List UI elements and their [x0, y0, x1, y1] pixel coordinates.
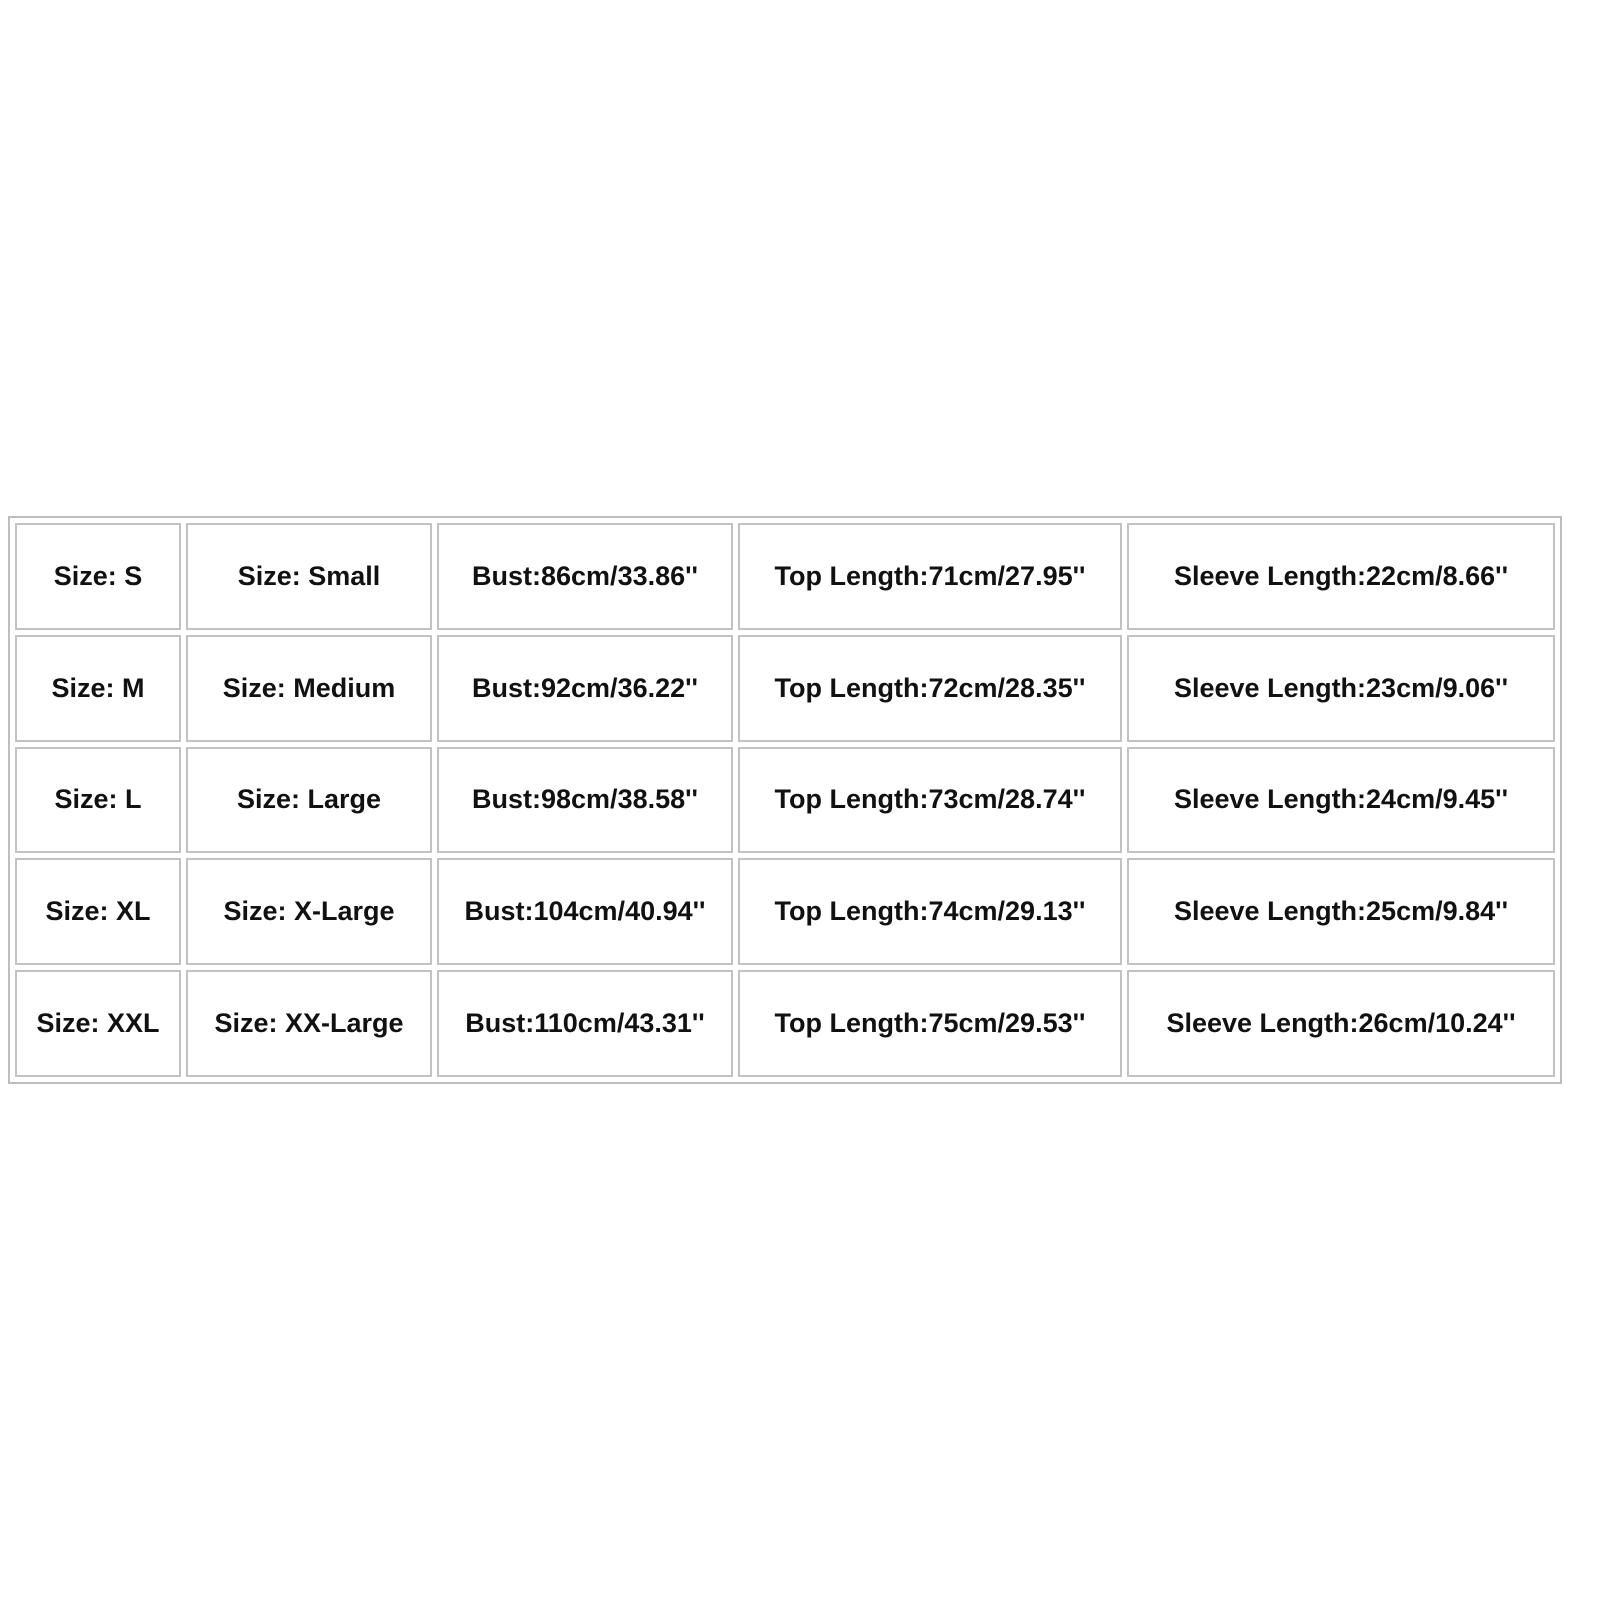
top-length-cell: Top Length:74cm/29.13'' — [738, 858, 1122, 965]
table-row — [15, 970, 1555, 1077]
bust-cell: Bust:104cm/40.94'' — [437, 858, 733, 965]
bust-cell: Bust:92cm/36.22'' — [437, 635, 733, 742]
sleeve-length-cell: Sleeve Length:26cm/10.24'' — [1127, 970, 1555, 1077]
bust-cell: Bust:98cm/38.58'' — [437, 747, 733, 854]
size-code-cell: Size: XL — [15, 858, 181, 965]
size-name-cell: Size: Medium — [186, 635, 432, 742]
top-length-cell: Top Length:75cm/29.53'' — [738, 970, 1122, 1077]
table-row — [15, 747, 1555, 854]
size-name-cell: Size: Large — [186, 747, 432, 854]
sleeve-length-cell: Sleeve Length:23cm/9.06'' — [1127, 635, 1555, 742]
sleeve-length-cell: Sleeve Length:22cm/8.66'' — [1127, 523, 1555, 630]
size-name-cell: Size: XX-Large — [186, 970, 432, 1077]
sleeve-length-cell: Sleeve Length:25cm/9.84'' — [1127, 858, 1555, 965]
size-code-cell: Size: S — [15, 523, 181, 630]
size-name-cell: Size: X-Large — [186, 858, 432, 965]
bust-cell: Bust:110cm/43.31'' — [437, 970, 733, 1077]
size-code-cell: Size: XXL — [15, 970, 181, 1077]
sleeve-length-cell: Sleeve Length:24cm/9.45'' — [1127, 747, 1555, 854]
top-length-cell: Top Length:71cm/27.95'' — [738, 523, 1122, 630]
top-length-cell: Top Length:72cm/28.35'' — [738, 635, 1122, 742]
bust-cell: Bust:86cm/33.86'' — [437, 523, 733, 630]
size-code-cell: Size: L — [15, 747, 181, 854]
top-length-cell: Top Length:73cm/28.74'' — [738, 747, 1122, 854]
table-row — [15, 635, 1555, 742]
size-code-cell: Size: M — [15, 635, 181, 742]
size-chart-table — [8, 516, 1562, 1084]
table-row — [15, 858, 1555, 965]
table-row — [15, 523, 1555, 630]
size-name-cell: Size: Small — [186, 523, 432, 630]
